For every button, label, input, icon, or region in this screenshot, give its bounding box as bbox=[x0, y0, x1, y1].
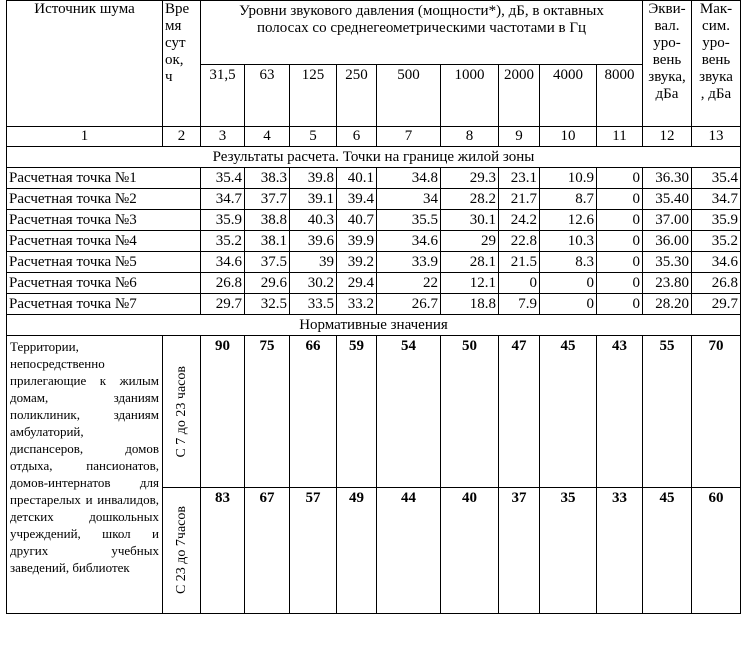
result-value: 22 bbox=[377, 273, 441, 294]
result-value: 34.8 bbox=[377, 168, 441, 189]
result-value: 23.80 bbox=[643, 273, 692, 294]
result-row bbox=[7, 273, 741, 294]
result-value: 38.3 bbox=[245, 168, 290, 189]
time-header-line: Вре bbox=[165, 1, 190, 17]
result-value: 38.1 bbox=[245, 231, 290, 252]
equivalent-level-header bbox=[643, 1, 692, 127]
result-value: 40.1 bbox=[337, 168, 377, 189]
result-value: 30.1 bbox=[441, 210, 499, 231]
equivalent-header-line: звука, bbox=[648, 69, 686, 85]
column-number: 13 bbox=[692, 127, 741, 147]
result-value: 34.7 bbox=[201, 189, 245, 210]
result-value: 39.2 bbox=[337, 252, 377, 273]
norm-day-value: 90 bbox=[201, 336, 245, 488]
result-row bbox=[7, 189, 741, 210]
result-point-name: Расчетная точка №7 bbox=[7, 294, 201, 315]
result-value: 36.00 bbox=[643, 231, 692, 252]
equivalent-header-line: уро- bbox=[653, 35, 681, 51]
norm-day-value: 45 bbox=[540, 336, 597, 488]
norm-night-value: 45 bbox=[643, 488, 692, 614]
result-value: 28.2 bbox=[441, 189, 499, 210]
result-row bbox=[7, 210, 741, 231]
result-value: 40.7 bbox=[337, 210, 377, 231]
result-rows bbox=[7, 168, 741, 315]
result-value: 35.2 bbox=[201, 231, 245, 252]
result-value: 8.3 bbox=[540, 252, 597, 273]
frequency-header: 125 bbox=[290, 65, 337, 127]
result-value: 34.6 bbox=[377, 231, 441, 252]
result-row bbox=[7, 252, 741, 273]
result-value: 39.4 bbox=[337, 189, 377, 210]
norm-day-row bbox=[7, 336, 741, 488]
result-value: 39.9 bbox=[337, 231, 377, 252]
time-header-line: ч bbox=[165, 69, 173, 85]
column-number: 4 bbox=[245, 127, 290, 147]
frequency-header: 8000 bbox=[597, 65, 643, 127]
norms-section-title: Нормативные значения bbox=[7, 315, 741, 336]
result-row bbox=[7, 294, 741, 315]
frequency-header: 4000 bbox=[540, 65, 597, 127]
result-value: 33.5 bbox=[290, 294, 337, 315]
result-value: 0 bbox=[597, 252, 643, 273]
result-value: 23.1 bbox=[499, 168, 540, 189]
max-header-line: , дБа bbox=[700, 86, 732, 102]
max-header-line: вень bbox=[701, 52, 731, 68]
result-value: 29.7 bbox=[692, 294, 741, 315]
time-header-line: ок, bbox=[165, 52, 184, 68]
time-header bbox=[163, 1, 201, 127]
frequency-header: 63 bbox=[245, 65, 290, 127]
result-value: 18.8 bbox=[441, 294, 499, 315]
norm-night-value: 44 bbox=[377, 488, 441, 614]
equivalent-header-line: Экви- bbox=[648, 1, 686, 17]
result-value: 12.6 bbox=[540, 210, 597, 231]
result-value: 33.9 bbox=[377, 252, 441, 273]
result-value: 0 bbox=[597, 273, 643, 294]
norm-night-value: 60 bbox=[692, 488, 741, 614]
result-value: 39 bbox=[290, 252, 337, 273]
result-value: 29 bbox=[441, 231, 499, 252]
column-number: 11 bbox=[597, 127, 643, 147]
result-value: 33.2 bbox=[337, 294, 377, 315]
column-number: 9 bbox=[499, 127, 540, 147]
result-value: 35.4 bbox=[692, 168, 741, 189]
result-value: 0 bbox=[597, 210, 643, 231]
result-point-name: Расчетная точка №5 bbox=[7, 252, 201, 273]
norm-day-value: 55 bbox=[643, 336, 692, 488]
norm-night-value: 67 bbox=[245, 488, 290, 614]
norm-day-value: 59 bbox=[337, 336, 377, 488]
frequency-header: 2000 bbox=[499, 65, 540, 127]
result-value: 24.2 bbox=[499, 210, 540, 231]
result-value: 28.20 bbox=[643, 294, 692, 315]
result-value: 34.7 bbox=[692, 189, 741, 210]
result-value: 35.9 bbox=[692, 210, 741, 231]
column-number: 10 bbox=[540, 127, 597, 147]
result-value: 35.4 bbox=[201, 168, 245, 189]
result-point-name: Расчетная точка №6 bbox=[7, 273, 201, 294]
result-value: 8.7 bbox=[540, 189, 597, 210]
column-number: 2 bbox=[163, 127, 201, 147]
norm-day-value: 70 bbox=[692, 336, 741, 488]
equivalent-header-line: дБа bbox=[655, 86, 679, 102]
norm-territory-description: Территории, непосредственно прилегающие к жилым домам, зданиям поликлиник, зданиям амбулаторий, диспансеров, домов отдыха, пансионатов, домов-интернатов для престарелых и инвалидов, детских дошкольных учреждений, школ и других учебных заведений, библиотек bbox=[7, 336, 163, 614]
result-value: 40.3 bbox=[290, 210, 337, 231]
norm-night-value: 49 bbox=[337, 488, 377, 614]
result-row bbox=[7, 231, 741, 252]
result-value: 35.5 bbox=[377, 210, 441, 231]
norm-night-value: 83 bbox=[201, 488, 245, 614]
results-section-row bbox=[7, 147, 741, 168]
result-value: 35.30 bbox=[643, 252, 692, 273]
result-value: 35.9 bbox=[201, 210, 245, 231]
norm-night-period bbox=[163, 488, 201, 614]
max-header-line: звука bbox=[699, 69, 733, 85]
result-point-name: Расчетная точка №3 bbox=[7, 210, 201, 231]
result-value: 0 bbox=[540, 273, 597, 294]
norm-night-value: 57 bbox=[290, 488, 337, 614]
result-value: 34.6 bbox=[692, 252, 741, 273]
time-header-line: мя bbox=[165, 18, 182, 34]
column-number: 8 bbox=[441, 127, 499, 147]
result-value: 21.7 bbox=[499, 189, 540, 210]
noise-table-wrapper bbox=[6, 0, 741, 614]
frequency-header: 500 bbox=[377, 65, 441, 127]
result-value: 37.00 bbox=[643, 210, 692, 231]
result-value: 34.6 bbox=[201, 252, 245, 273]
result-value: 21.5 bbox=[499, 252, 540, 273]
result-value: 30.2 bbox=[290, 273, 337, 294]
norm-day-period bbox=[163, 336, 201, 488]
result-row bbox=[7, 168, 741, 189]
result-value: 22.8 bbox=[499, 231, 540, 252]
frequency-header: 250 bbox=[337, 65, 377, 127]
result-value: 37.5 bbox=[245, 252, 290, 273]
result-value: 26.7 bbox=[377, 294, 441, 315]
max-header-line: уро- bbox=[702, 35, 730, 51]
results-section-title: Результаты расчета. Точки на границе жилой зоны bbox=[7, 147, 741, 168]
result-value: 35.2 bbox=[692, 231, 741, 252]
result-value: 39.8 bbox=[290, 168, 337, 189]
result-value: 0 bbox=[540, 294, 597, 315]
result-value: 29.3 bbox=[441, 168, 499, 189]
result-value: 29.6 bbox=[245, 273, 290, 294]
column-number-row bbox=[7, 127, 741, 147]
column-number: 6 bbox=[337, 127, 377, 147]
column-number: 1 bbox=[7, 127, 163, 147]
norm-day-value: 75 bbox=[245, 336, 290, 488]
column-number: 7 bbox=[377, 127, 441, 147]
result-value: 0 bbox=[597, 168, 643, 189]
source-header: Источник шума bbox=[7, 1, 163, 127]
result-value: 0 bbox=[597, 189, 643, 210]
noise-levels-table bbox=[6, 0, 741, 614]
max-header-line: Мак- bbox=[699, 1, 733, 17]
norm-day-value: 54 bbox=[377, 336, 441, 488]
frequency-header: 31,5 bbox=[201, 65, 245, 127]
norm-day-value: 50 bbox=[441, 336, 499, 488]
result-value: 37.7 bbox=[245, 189, 290, 210]
result-value: 12.1 bbox=[441, 273, 499, 294]
max-header-line: сим. bbox=[702, 18, 730, 34]
column-number: 5 bbox=[290, 127, 337, 147]
result-value: 0 bbox=[597, 231, 643, 252]
result-value: 10.9 bbox=[540, 168, 597, 189]
result-value: 26.8 bbox=[201, 273, 245, 294]
max-level-header bbox=[692, 1, 741, 127]
result-value: 38.8 bbox=[245, 210, 290, 231]
norm-day-value: 66 bbox=[290, 336, 337, 488]
column-number: 3 bbox=[201, 127, 245, 147]
norm-day-value: 47 bbox=[499, 336, 540, 488]
equivalent-header-line: вал. bbox=[654, 18, 680, 34]
result-value: 10.3 bbox=[540, 231, 597, 252]
result-value: 7.9 bbox=[499, 294, 540, 315]
result-value: 39.1 bbox=[290, 189, 337, 210]
result-value: 35.40 bbox=[643, 189, 692, 210]
result-value: 29.4 bbox=[337, 273, 377, 294]
column-number: 12 bbox=[643, 127, 692, 147]
levels-header: Уровни звукового давления (мощности*), дБ, в октавных полосах со среднегеометрическими частотами в Гц bbox=[201, 1, 643, 65]
result-point-name: Расчетная точка №1 bbox=[7, 168, 201, 189]
result-point-name: Расчетная точка №4 bbox=[7, 231, 201, 252]
result-value: 0 bbox=[597, 294, 643, 315]
header-row bbox=[7, 1, 741, 65]
result-value: 29.7 bbox=[201, 294, 245, 315]
time-header-line: сут bbox=[165, 35, 186, 51]
norm-night-value: 33 bbox=[597, 488, 643, 614]
norm-night-period-label: С 23 до 7часов bbox=[174, 506, 189, 595]
norm-night-value: 37 bbox=[499, 488, 540, 614]
result-value: 32.5 bbox=[245, 294, 290, 315]
result-value: 26.8 bbox=[692, 273, 741, 294]
equivalent-header-line: вень bbox=[652, 52, 682, 68]
frequency-header: 1000 bbox=[441, 65, 499, 127]
norm-day-period-label: С 7 до 23 часов bbox=[174, 365, 189, 458]
norm-night-value: 40 bbox=[441, 488, 499, 614]
norm-night-value: 35 bbox=[540, 488, 597, 614]
result-point-name: Расчетная точка №2 bbox=[7, 189, 201, 210]
norm-day-value: 43 bbox=[597, 336, 643, 488]
result-value: 36.30 bbox=[643, 168, 692, 189]
result-value: 28.1 bbox=[441, 252, 499, 273]
result-value: 39.6 bbox=[290, 231, 337, 252]
norms-section-row bbox=[7, 315, 741, 336]
result-value: 0 bbox=[499, 273, 540, 294]
result-value: 34 bbox=[377, 189, 441, 210]
